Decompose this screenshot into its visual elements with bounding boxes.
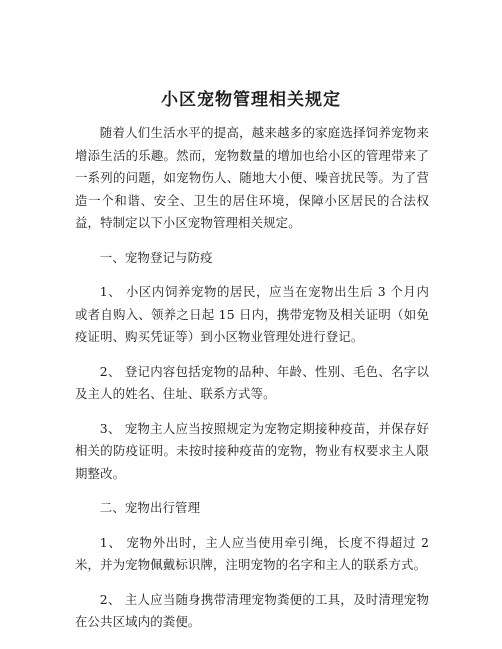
document-title: 小区宠物管理相关规定 — [161, 90, 341, 110]
list-item: 1、 小区内饲养宠物的居民，应当在宠物出生后 3 个月内或者自购入、领养之日起 15 日内，携带宠物及相关证明（如免疫证明、购买凭证等）到小区物业管理处进行登记。 — [75, 284, 429, 344]
list-item: 1、 宠物外出时，主人应当使用牵引绳，长度不得超过 2 米，并为宠物佩戴标识牌，注明宠物的名字和主人的联系方式。 — [75, 534, 429, 572]
list-item: 2、 登记内容包括宠物的品种、年龄、性别、毛色、名字以及主人的姓名、住址、联系方式等。 — [75, 363, 429, 401]
intro-paragraph: 随着人们生活水平的提高，越来越多的家庭选择饲养宠物来增添生活的乐趣。然而，宠物数量的增加也给小区的管理带来了一系列的问题，如宠物伤人、随地大小便、噪音扰民等。为了营造一个和谐、安全、卫生的居住环境，保障小区居民的合法权益，特制定以下小区宠物管理相关规定。 — [75, 125, 429, 230]
section-heading-outing: 二、宠物出行管理 — [99, 500, 201, 515]
document-body — [75, 122, 429, 646]
list-item: 3、 宠物主人应当按照规定为宠物定期接种疫苗，并保存好相关的防疫证明。未按时接种疫苗的宠物，物业有权要求主人限期整改。 — [75, 420, 429, 481]
list-item: 2、 主人应当随身携带清理宠物粪便的工具，及时清理宠物在公共区域内的粪便。 — [75, 591, 429, 629]
section-heading-registration: 一、宠物登记与防疫 — [99, 249, 213, 265]
